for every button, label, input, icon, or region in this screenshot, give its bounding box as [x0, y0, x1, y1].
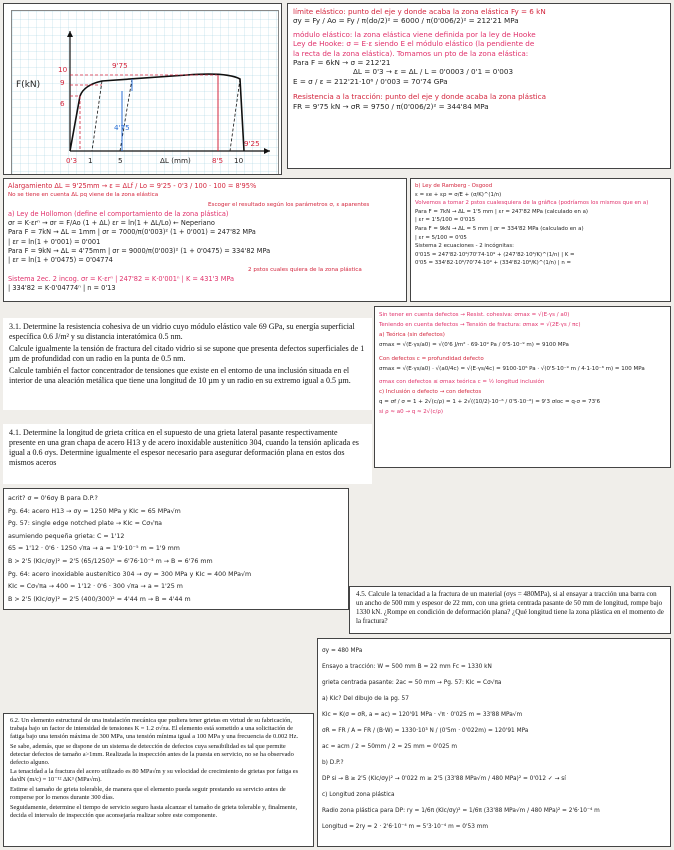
note-line: Para F = 7kN → ΔL = 1'5 mm | εr = 247'82 MPa (calculado en a) [415, 208, 588, 215]
note-line: Para F = 7kN → ΔL = 1mm | σr = 7000/π(0'003)² (1 + 0'001) = 247'82 MPa [8, 228, 256, 237]
note-line: Para F = 9kN → ΔL = 4'75mm | σr = 9000/π(0'003)² (1 + 0'0475) = 334'82 MPa [8, 247, 271, 256]
problem-paragraph: Se sabe, además, que se dispone de un sistema de detección de defectos cuya sensibilidad es tal que permite detectar defectos de tamaño a>1mm. Realizada la inspección antes de la puesta en servicio, no se ha observado defecto alguno. [10, 742, 294, 766]
x-axis-label: ΔL (mm) [160, 156, 191, 165]
problem-4-1 [3, 424, 372, 484]
note-line: Ensayo a tracción: W = 500 mm B = 22 mm Fc = 1330 kN [322, 664, 492, 670]
note-line: a) Ley de Hollomon (define el comportamiento de la zona plástica) [8, 209, 229, 218]
graph-card [3, 3, 282, 175]
note-line: | εr = ln(1 + 0'0475) = 0'04774 [8, 256, 113, 265]
note-line: q = σf / σ = 1 + 2√(c/ρ) = 1 + 2√((10/2)·10⁻⁶ / 0'5·10⁻⁶) = 9'3 σloc = q·σ = 73'6 [379, 399, 601, 405]
note-line: b) Ley de Ramberg - Osgood [415, 183, 493, 189]
problem-paragraph: Seguidamente, determine el tiempo de servicio seguro hasta alcanzar el tamaño de grieta tolerable y, finalmente, decida el intervalo de inspección que aconsejaría realizar sobre este componente. [10, 804, 298, 819]
note-line: Ley de Hooke: σ = E·ε siendo E el módulo elástico (la pendiente de [293, 39, 535, 49]
ramberg-osgood-card [410, 178, 671, 302]
y-tick-9: 9 [60, 78, 65, 87]
note-line: Pg. 57: single edge notched plate → KIc = Cσ√πa [8, 520, 162, 528]
problem-3-1-solution [374, 306, 671, 468]
elastic-properties-card [287, 3, 671, 169]
note-line: Para F = 6kN → σ = 212'21 [293, 58, 391, 68]
note-line: Sistema 2 ecuaciones - 2 incógnitas: [415, 243, 514, 250]
note-line: B > 2'5 (KIc/σy)² = 2'5 (65/1250)² = 6'76·10⁻³ m → B = 6'76 mm [8, 557, 213, 565]
y-axis-label: F(kN) [16, 80, 41, 90]
note-line: σmax = √(E·γs/a0) = √(0'6 J/m² · 69·10⁹ Pa / 0'5·10⁻⁹ m) = 9100 MPa [379, 342, 569, 348]
note-line: Resistencia a la tracción: punto del eje y donde acaba la zona plástica [293, 92, 547, 102]
problem-paragraph: 6.2. Un elemento estructural de una instalación mecánica que pudiera tener grietas en virtud de su fabricación, trabaja bajo un factor de intensidad de tensiones K = 1.2 σ√πa. El elemento está sometido a una solicitación de fatiga bajo una tensión máxima de 300 MPa, una tensión mínima igual a 100 MPa y una frecuencia de 0.002 Hz. [10, 717, 299, 740]
note-line: Sistema 2ec. 2 incog. σr = K·εrⁿ | 247'82 = K·0'001ⁿ | K = 431'3 MPa [8, 274, 235, 283]
note-line: 0'05 = 334'82·10⁶/70'74·10⁹ + (334'82·10⁶/K)^(1/n) | n = [415, 260, 571, 267]
hollomon-card [3, 178, 407, 302]
problem-paragraph: 4.5. Calcule la tenacidad a la fractura de un material (σys = 480MPa), si al ensayar a tracción una barra con un ancho de 500 mm y espesor de 22 mm, con una grieta centrada pasante de 50 mm de longitud, rompe bajo 1330 kN. ¿Rompe en condición de deformación plana? ¿Qué longitud tiene la zona plástica en el momento de la fractura? [356, 590, 664, 625]
problem-4-1-solution [3, 488, 349, 610]
note-line: Con defectos c = profundidad defecto [379, 356, 484, 362]
note-line: Escoger el resultado según los parámetros σ, ε aparentes [208, 201, 370, 208]
note-line: b) D.P.? [322, 760, 344, 766]
x-tick-10: 10 [234, 156, 244, 165]
x-tick-0-3: 0'3 [66, 156, 78, 165]
note-line: a) KIc? Del dibujo de la pg. 57 [322, 696, 409, 702]
note-line: | 334'82 = K·0'04774ⁿ | n = 0'13 [8, 284, 116, 293]
note-line: si ρ ≈ a0 → q ≈ 2√(c/ρ) [379, 409, 443, 415]
problem-paragraph: Calcule igualmente la tensión de fractura del citado vidrio si se supone que presenta defectos superficiales de 1 µm de profundidad con un radio en la punta de 0.5 nm. [9, 344, 365, 363]
problem-paragraph: La tenacidad a la fractura del acero utilizado es 80 MPa√m y su velocidad de crecimiento de grietas por fatiga es da/dN (m/c) = 10⁻¹² ΔK³ (MPa√m). [10, 768, 299, 784]
note-line: a) Teórica (sin defectos) [379, 332, 445, 338]
note-line: ε = εe + εp = σ/E + (σ/K)^(1/n) [415, 191, 502, 198]
annotation-4-75: 4'75 [114, 123, 130, 132]
x-tick-5: 5 [118, 156, 123, 165]
y-tick-6: 6 [60, 99, 65, 108]
problem-4-5-solution [317, 638, 671, 847]
note-line: grieta centrada pasante: 2ac = 50 mm → Pg. 57: KIc = Cσ√πa [322, 680, 502, 686]
note-line: DP si → B ≥ 2'5 (KIc/σy)² → 0'022 m ≥ 2'5 (33'88 MPa√m / 480 MPa)² = 0'012 ✓ → sí [322, 776, 566, 782]
note-line: Pg. 64: acero H13 → σy = 1250 MPa y KIc = 65 MPa√m [8, 507, 181, 515]
annotation-9-25: 9'25 [244, 139, 260, 148]
note-line: Alargamiento ΔL = 9'25mm → ε = ΔLf / Lo = 9'25 - 0'3 / 100 · 100 = 8'95% [8, 182, 257, 190]
note-line: asumiendo pequeña grieta: C = 1'12 [8, 532, 125, 540]
note-line: c) Longitud zona plástica [322, 792, 395, 798]
note-line: σy = 480 MPa [322, 648, 363, 654]
note-line: 2 pstos cuales quiera de la zona plástica [248, 266, 362, 273]
note-line: Longitud = 2ry = 2 · 2'6·10⁻⁴ m = 5'3·10⁻⁴ m = 0'53 mm [322, 824, 489, 830]
problem-paragraph: Calcule también el factor concentrador de tensiones que existe en el entorno de una inclusión situada en el interior de una aleación metálica que tiene una longitud de 10 µm y un radio en su extremo igual a 0.5 µm. [9, 366, 351, 385]
force-elongation-graph [11, 10, 279, 175]
note-line: | εr = ln(1 + 0'001) = 0'001 [8, 237, 101, 246]
note-line: acrit? σ = 0'6σy B para D.P.? [8, 495, 98, 502]
note-line: 65 = 1'12 · 0'6 · 1250 √πa → a = 1'9·10⁻⁵ m = 1'9 mm [8, 545, 180, 553]
problem-paragraph: 3.1. Determine la resistencia cohesiva de un vidrio cuyo módulo elástico vale 69 GPa, su energía superficial específica 0.6 J/m² y su distancia interatómica 0.5 nm. [9, 322, 355, 341]
note-line: Volvemos a tomar 2 pstos cualesquiera de la gráfica (podríamos los mismos que en a) [415, 200, 649, 207]
note-line: Para F = 9kN → ΔL = 5 mm | σr = 334'82 MPa (calculado en a) [415, 225, 584, 232]
note-line: Teniendo en cuenta defectos → Tensión de fractura: σmax = √(2E·γs / πc) [379, 322, 581, 328]
note-line: Radio zona plástica para DP: ry = 1/6π (KIc/σy)² = 1/6π (33'88 MPa√m / 480 MPa)² = 2'6·10⁻⁴ m [322, 808, 600, 814]
note-line: σmax = √(E·γs/a0) · √(a0/4c) = √(E·γs/4c) = 9100·10⁶ Pa · √(0'5·10⁻⁹ m / 4·1·10⁻⁶ m) = 100 MPa [379, 366, 645, 372]
note-line: σy = Fy / Ao = Fy / π(do/2)² = 6000 / π(0'006/2)² = 212'21 MPa [293, 16, 519, 26]
note-line: c) Inclusión o defecto → con defectos [379, 389, 482, 395]
problem-3-1 [3, 318, 372, 410]
note-line: KIc = K(σ = σR, a = ac) = 120'91 MPa · √π · 0'025 m = 33'88 MPa√m [322, 712, 523, 718]
problem-6-2 [3, 713, 314, 847]
x-tick-1: 1 [88, 156, 93, 165]
problem-paragraph: 4.1. Determine la longitud de grieta crítica en el supuesto de una grieta lateral pasante respectivamente presente en una gran chapa de acero H13 y de acero inoxidable austenítico 304, cuando la tensión aplicada es igual a 0.6 σys. Determine igualmente el espesor necesario para asegurar deformación plana en estos dos mismos aceros [9, 428, 359, 467]
graph-svg [12, 11, 278, 175]
note-line: la recta de la zona elástica). Tomamos un pto de la zona elástica: [293, 48, 529, 58]
y-tick-10: 10 [58, 65, 68, 74]
note-line: KIc = Cσ√πa → 400 = 1'12 · 0'6 · 300 √πa → a = 1'25 m [8, 583, 183, 591]
note-line: FR = 9'75 kN → σR = 9750 / π(0'006/2)² = 344'84 MPa [293, 101, 489, 111]
note-line: módulo elástico: la zona elástica viene definida por la ley de Hooke [293, 29, 536, 39]
note-line: ac = acm / 2 = 50mm / 2 = 25 mm = 0'025 m [322, 744, 457, 750]
note-line: ΔL = 0'3 → ε = ΔL / L = 0'0003 / 0'1 = 0'003 [353, 67, 514, 77]
note-line: Sin tener en cuenta defectos → Resist. cohesiva: σmax = √(E·γs / a0) [379, 312, 570, 318]
note-line: E = σ / ε = 212'21·10⁶ / 0'003 = 70'74 GPa [293, 76, 448, 86]
note-line: 0'015 = 247'82·10⁶/70'74·10⁹ + (247'82·10⁶/K)^(1/n) | K = [415, 251, 575, 258]
note-line: No se tiene en cuenta ΔL pq viene de la zona elástica [8, 192, 159, 199]
annotation-9-75: 9'75 [112, 61, 128, 70]
x-tick-8-5: 8'5 [212, 156, 224, 165]
problem-paragraph: Estime el tamaño de grieta tolerable, de manera que el elemento pueda seguir prestando su servicio antes de romperse por lo menos durante 300 días. [10, 786, 286, 802]
note-line: σmax con defectos ≤ σmax teórica c = ½ longitud inclusión [379, 379, 545, 385]
note-line: | εr = 5/100 = 0'05 [415, 234, 467, 241]
note-line: | εr = 1'5/100 = 0'015 [415, 217, 476, 224]
note-line: σR = FR / A = FR / (B·W) = 1330·10³ N / (0'5m · 0'022m) = 120'91 MPa [322, 728, 529, 734]
problem-4-5 [349, 586, 671, 634]
note-line: B > 2'5 (KIc/σy)² = 2'5 (400/300)² = 4'44 m → B = 4'44 m [8, 595, 191, 603]
note-line: Pg. 64: acero inoxidable austenítico 304 → σy = 300 MPa y KIc = 400 MPa√m [8, 570, 252, 578]
note-line: σr = K·εrⁿ → σr = F/Ao (1 + ΔL) εr = ln(1 + ΔL/Lo) ← Neperiano [8, 219, 215, 228]
note-line: límite elástico: punto del eje y donde acaba la zona elástica Fy = 6 kN [293, 7, 546, 16]
